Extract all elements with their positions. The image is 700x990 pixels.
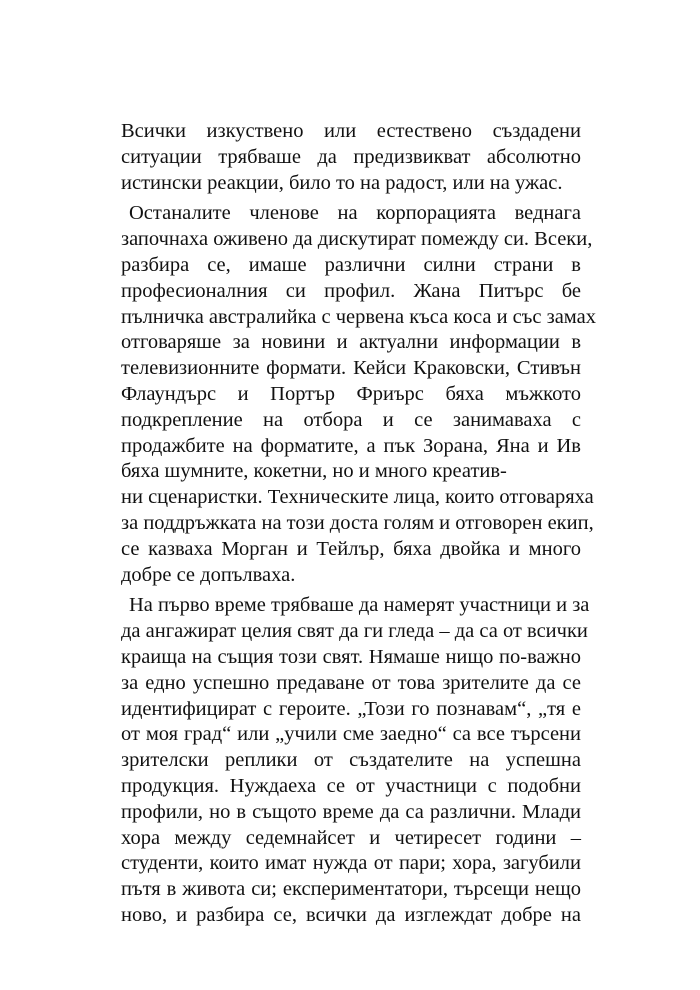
- text-line: Всички изкуствено или естествено създадени: [121, 120, 581, 142]
- text-line: продажбите на форматите, а пък Зорана, Яна и Ив: [121, 434, 581, 457]
- text-line: студенти, които имат нужда от пари; хора, загубили: [121, 852, 581, 875]
- text-line: телевизионните формати. Кейси Краковски, Стивън: [121, 357, 581, 380]
- text-line: хора между седемнайсет и четиресет години –: [121, 826, 581, 849]
- text-line: пътя в живота си; експериментатори, търсещи нещо: [121, 878, 581, 901]
- text-line: подкрепление на отбора и се занимаваха с: [121, 408, 581, 431]
- text-line: ново, и разбира се, всички да изглеждат добре на: [121, 903, 581, 926]
- text-line: професионалния си профил. Жана Питърс бе: [121, 279, 581, 302]
- text-line: На първо време трябваше да намерят участници и за: [129, 594, 590, 617]
- text-line: ни сценаристки. Техническите лица, които отговаряха: [121, 486, 594, 509]
- text-line: да ангажират целия свят да ги гледа – да са от всички: [121, 620, 588, 643]
- text-line: идентифицират с героите. „Този го познавам“, „тя е: [121, 697, 581, 720]
- text-line: от моя град“ или „учили сме заедно“ са все търсени: [121, 723, 581, 746]
- text-line: Останалите членове на корпорацията веднага: [129, 202, 581, 225]
- text-line: започнаха оживено да дискутират помежду си. Всеки,: [121, 228, 593, 251]
- text-line: продукция. Нуждаеха се от участници с подобни: [121, 774, 581, 797]
- text-line: профили, но в същото време да са различни. Млади: [121, 800, 581, 823]
- text-line: се казваха Морган и Тейлър, бяха двойка и много: [121, 537, 581, 560]
- paragraph-1: [121, 119, 581, 196]
- text-line: разбира се, имаше различни силни страни в: [121, 253, 581, 276]
- text-line: отговаряше за новини и актуални информации в: [121, 331, 581, 354]
- paragraph-3: [121, 593, 590, 928]
- paragraph-2: [121, 201, 596, 588]
- text-line: за поддръжката на този доста голям и отговорен екип,: [121, 511, 594, 534]
- text-line: бяха шумните, кокетни, но и много креатив-: [121, 460, 507, 483]
- text-line: за едно успешно предаване от това зрителите да се: [121, 671, 581, 694]
- text-line: ситуации трябваше да предизвикват абсолютно: [121, 145, 581, 168]
- text-line: истински реакции, било то на радост, или на ужас.: [121, 171, 563, 194]
- text-line: зрителски реплики от създателите на успешна: [121, 749, 581, 772]
- book-page-text: [121, 119, 596, 929]
- text-line: добре се допълваха.: [121, 563, 296, 586]
- text-line: краища на същия този свят. Нямаше нищо по-важно: [121, 645, 581, 668]
- text-line: пълничка австралийка с червена къса коса и със замах: [121, 305, 596, 328]
- text-line: Флаундърс и Портър Фриърс бяха мъжкото: [121, 382, 581, 405]
